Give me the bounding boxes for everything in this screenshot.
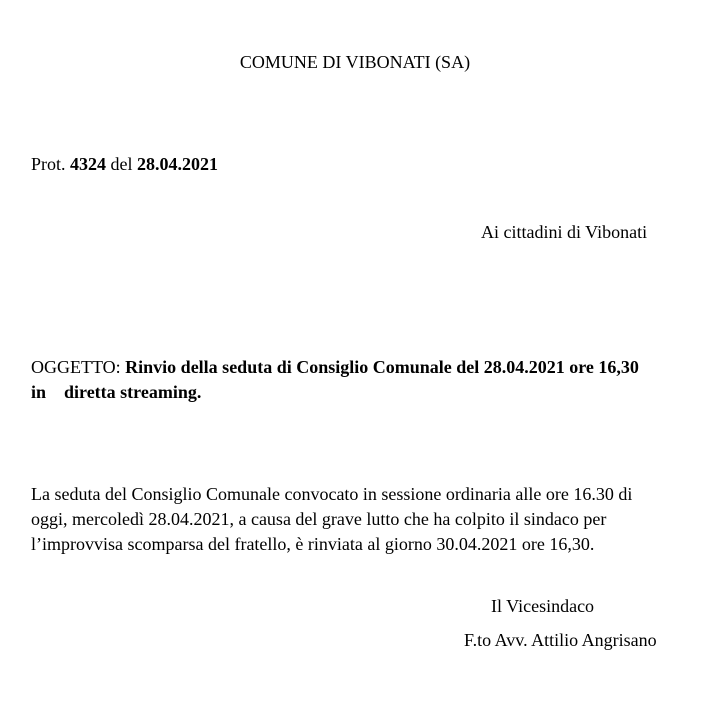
recipient-line: [481, 220, 647, 244]
signature-role: [491, 594, 594, 618]
recipient-text: Ai cittadini di Vibonati: [481, 222, 648, 242]
municipality-title: COMUNE DI VIBONATI (SA): [239, 52, 471, 72]
subject-line-2a: in: [31, 382, 47, 402]
body-paragraph: [31, 482, 681, 557]
protocol-number: 4324: [70, 154, 107, 174]
protocol-line: [31, 152, 218, 176]
protocol-date: 28.04.2021: [137, 154, 219, 174]
subject-label: OGGETTO:: [31, 357, 121, 377]
signature-name-text: F.to Avv. Attilio Angrisano: [464, 630, 657, 650]
protocol-prefix: Prot.: [31, 154, 66, 174]
protocol-connector: del: [110, 154, 133, 174]
signature-name: [464, 628, 657, 652]
body-line-2: oggi, mercoledì 28.04.2021, a causa del grave lutto che ha colpito il sindaco per: [31, 509, 607, 529]
body-line-3: l’improvvisa scomparsa del fratello, è rinviata al giorno 30.04.2021 ore 16,30.: [31, 534, 595, 554]
subject-block: [31, 355, 681, 405]
body-line-1: La seduta del Consiglio Comunale convocato in sessione ordinaria alle ore 16.30 di: [31, 484, 633, 504]
municipality-header: [0, 50, 710, 74]
subject-line-2b: diretta streaming.: [64, 382, 202, 402]
signature-role-text: Il Vicesindaco: [491, 596, 595, 616]
subject-line-1: Rinvio della seduta di Consiglio Comunale del 28.04.2021 ore 16,30: [125, 357, 639, 377]
